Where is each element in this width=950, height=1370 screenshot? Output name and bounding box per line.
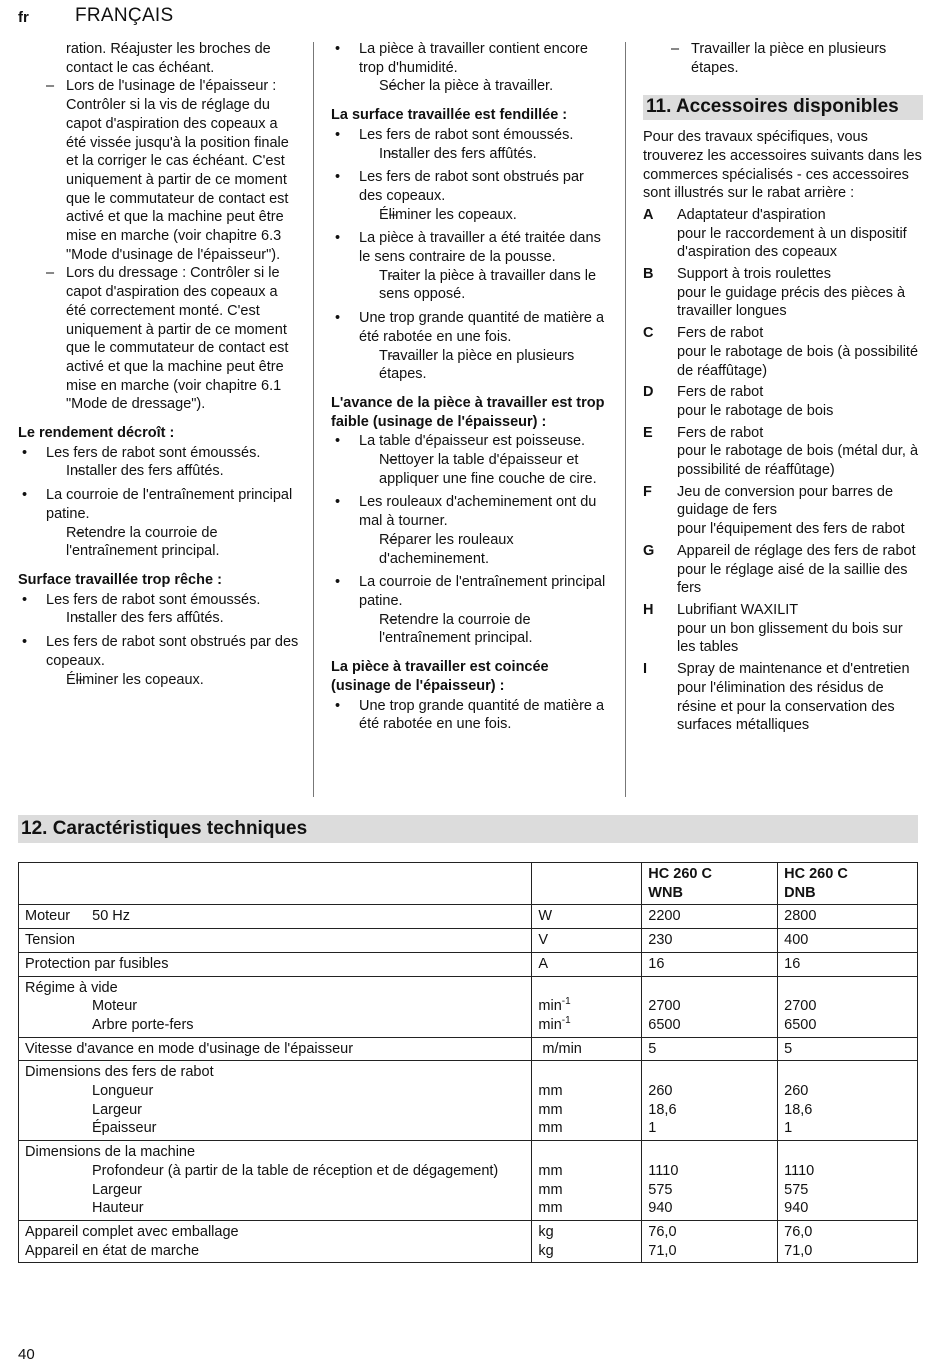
column-2 [331,40,606,734]
section-heading: Surface travaillée trop rêche : [18,571,222,588]
accessory-name: Fers de rabot [677,384,764,401]
specs-table [18,862,918,1263]
accessory-name: Fers de rabot [677,424,764,441]
accessory-item [643,542,923,598]
section-heading: La surface travaillée est fendillée : [331,107,568,124]
remedy-item: – Installer des fers affûtés. [359,145,606,164]
table-header-row [19,863,918,905]
accessory-letter: F [643,483,652,500]
accessory-letter: C [643,325,654,342]
accessory-letter: B [643,266,654,283]
bullet-item: • Une trop grande quantité de matière a été rabotée en une fois. – Travailler la pièce en plusieurs étapes. [331,309,606,384]
table-row: Dimensions des fers de rabot Longueur Largeur Épaisseur mm mm mm 260 18,6 1 260 18,6 1 [19,1061,918,1141]
accessory-letter: A [643,206,654,223]
remedy-item: – Installer des fers affûtés. [46,609,300,628]
accessory-letter: G [643,542,655,559]
table-row: Moteur 50 Hz W 2200 2800 [19,905,918,929]
section-heading: La pièce à travailler est coincée (usinage de l'épaisseur) : [331,659,549,694]
column-divider [625,42,626,797]
remedy-item: – Nettoyer la table d'épaisseur et appliquer une fine couche de cire. [359,451,606,488]
accessory-name: Appareil de réglage des fers de rabot [677,542,916,559]
remedy-item: – Retendre la courroie de l'entraînement principal. [46,524,300,561]
accessory-name: Fers de rabot [677,325,764,342]
bullet-item: • La pièce à travailler contient encore trop d'humidité. – Sécher la pièce à travailler. [331,40,606,96]
bullet-item: • Une trop grande quantité de matière a été rabotée en une fois. [331,697,606,734]
accessory-item [643,601,923,657]
bullet-item: • Les fers de rabot sont émoussés. – Installer des fers affûtés. [18,444,300,481]
accessory-item [643,660,923,735]
bullet-item: • La courroie de l'entraînement principal patine. – Retendre la courroie de l'entraînement principal. [331,573,606,648]
remedy-item: – Retendre la courroie de l'entraînement principal. [359,611,606,648]
column-divider [313,42,314,797]
remedy-item: – Installer des fers affûtés. [46,462,300,481]
remedy-item: – Traiter la pièce à travailler dans le sens opposé. [359,267,606,304]
model-header: HC 260 C DNB [778,863,918,905]
remedy-item: – Éliminer les copeaux. [46,671,300,690]
accessory-description: pour le rabotage de bois (métal dur, à possibilité de réaffûtage) [677,443,919,479]
accessory-description: pour le rabotage de bois [677,402,834,419]
accessory-description: pour l'équipement des fers de rabot [677,521,905,538]
accessory-description: pour le guidage précis des pièces à travailler longues [677,284,906,320]
accessory-item [643,206,923,262]
remedy-item: – Travailler la pièce en plusieurs étapes. [359,347,606,384]
continued-text: ration. Réajuster les broches de [66,41,271,57]
section-heading: Le rendement décroît : [18,425,175,442]
bullet-item: • Les rouleaux d'acheminement ont du mal à tourner. – Réparer les rouleaux d'acheminement. [331,493,606,568]
accessory-description: pour le raccordement à un dispositif d'aspiration des copeaux [677,225,907,261]
bullet-item: • La courroie de l'entraînement principal patine. – Retendre la courroie de l'entraînement principal. [18,486,300,561]
language-title: FRANÇAIS [75,5,174,26]
accessory-letter: I [643,661,648,678]
remedy-item: – Éliminer les copeaux. [359,206,606,225]
table-row: Tension V 230 400 [19,929,918,953]
page-number: 40 [18,1346,35,1363]
remedy-item: – Réparer les rouleaux d'acheminement. [359,531,606,568]
accessory-name: Adaptateur d'aspiration [677,206,826,223]
table-row: Appareil complet avec emballage Appareil en état de marche kg kg 76,0 71,0 76,0 71,0 [19,1220,918,1262]
dash-item: – Lors du dressage : Contrôler si le capot d'aspiration des copeaux a été correctement monté. C'est uniquement à partir de ce moment que le commutateur de contact est activé et que la machine peut être mise en marche (voir chapitre 6.1 "Mode de dressage"). [18,264,300,414]
accessory-letter: D [643,384,654,401]
accessory-name: Lubrifiant WAXILIT [677,601,799,618]
accessories-list [643,206,923,735]
accessory-description: pour le rabotage de bois (à possibilité de réaffûtage) [677,343,919,379]
section-11-title: 11. Accessoires disponibles [643,95,923,120]
accessory-name: Support à trois roulettes [677,266,831,283]
accessory-letter: E [643,424,653,441]
accessory-item [643,483,923,539]
accessory-item [643,424,923,480]
bullet-item: • La pièce à travailler a été traitée dans le sens contraire de la pousse. – Traiter la pièce à travailler dans le sens opposé. [331,229,606,304]
remedy-item: – Sécher la pièce à travailler. [359,77,606,96]
accessory-description: pour l'élimination des résidus de résine et pour la conservation des surfaces métalliques [677,679,895,734]
accessories-intro: Pour des travaux spécifiques, vous trouverez les accessoires suivants dans les commerces spécialisés - ces accessoires sont illustrés sur le rabat arrière : [643,129,922,202]
bullet-item: • Les fers de rabot sont émoussés. – Installer des fers affûtés. [18,591,300,628]
table-row: Dimensions de la machine Profondeur (à partir de la table de réception et de dégagement) Largeur Hauteur mm mm mm 1110 575 940 1110 575 940 [19,1141,918,1221]
column-3 [643,40,923,735]
section-12-title: 12. Caractéristiques techniques [18,815,918,843]
bullet-item: • La table d'épaisseur est poisseuse. – Nettoyer la table d'épaisseur et appliquer une fine couche de cire. [331,432,606,488]
accessory-item [643,265,923,321]
accessory-letter: H [643,601,654,618]
table-row: Protection par fusibles A 16 16 [19,952,918,976]
table-row: Vitesse d'avance en mode d'usinage de l'épaisseur m/min 5 5 [19,1037,918,1061]
dash-item: – Travailler la pièce en plusieurs étapes. [643,40,923,77]
dash-item: – Lors de l'usinage de l'épaisseur : Contrôler si la vis de réglage du capot d'aspiration des copeaux a été vissée jusqu'à la position finale et la corriger le cas échéant. C'est uniquement à partir de ce moment que le commutateur de contact est activé et que la machine peut être mise en marche (voir chapitre 6.3 "Mode d'usinage de l'épaisseur"). [18,77,300,264]
bullet-item: • Les fers de rabot sont obstrués par des copeaux. – Éliminer les copeaux. [331,168,606,224]
bullet-item: • Les fers de rabot sont obstrués par des copeaux. – Éliminer les copeaux. [18,633,300,689]
bullet-item: • Les fers de rabot sont émoussés. – Installer des fers affûtés. [331,126,606,163]
continued-text: contact le cas échéant. [66,59,215,76]
accessory-name: Spray de maintenance et d'entretien [677,661,910,678]
model-header: HC 260 C WNB [642,863,778,905]
accessory-name: Jeu de conversion pour barres de guidage de fers [677,483,894,519]
accessory-item [643,324,923,380]
language-code: fr [18,9,29,26]
section-heading: L'avance de la pièce à travailler est trop faible (usinage de l'épaisseur) : [331,394,605,430]
table-row: Régime à vide Moteur Arbre porte-fers $\min^{-1}$ $\min^{-1}$ 2700 6500 2700 6500 [19,976,918,1037]
accessory-description: pour le réglage aisé de la saillie des fers [677,561,908,597]
accessory-description: pour un bon glissement du bois sur les tables [677,620,903,656]
column-1 [18,40,300,689]
accessory-item [643,383,923,420]
